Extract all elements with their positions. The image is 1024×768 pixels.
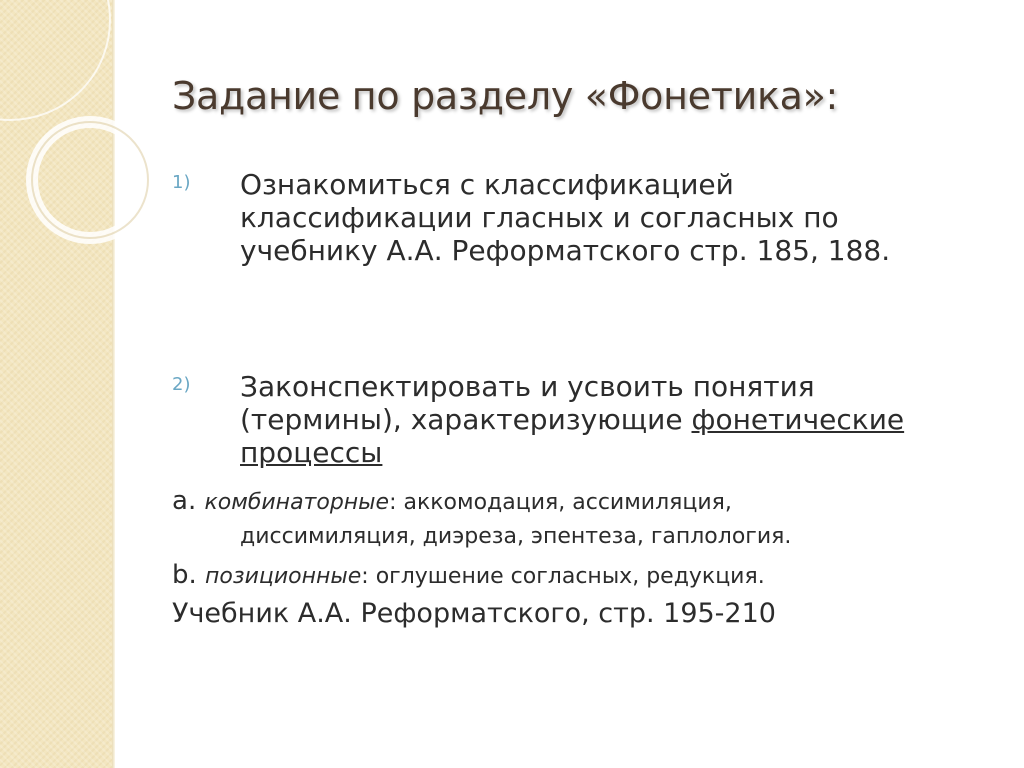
list-number: 1) — [172, 172, 191, 193]
sub-item-term: позиционные — [205, 564, 362, 589]
sub-item-b: b. позиционные: оглушение согласных, редукция. — [172, 560, 765, 590]
sub-item-letter: b — [172, 560, 189, 590]
side-band-edge — [112, 0, 115, 768]
list-item-text: Ознакомиться с классификацией классификации гласных и согласных по учебнику А.А. Реформатского стр. 185, 188. — [240, 168, 891, 267]
sub-item-text-continued: диссимиляция, диэреза, эпентеза, гаплология. — [240, 524, 792, 549]
decorative-side-band — [0, 0, 112, 768]
list-item-text — [240, 370, 960, 469]
sub-item-a: a. комбинаторные: аккомодация, ассимиляция, диссимиляция, диэреза, эпентеза, гаплология. — [172, 484, 892, 554]
item-text-plain: Законспектировать и усвоить понятия (термины), характеризующие — [240, 370, 815, 436]
sub-item-text: : оглушение согласных, редукция. — [361, 564, 765, 589]
slide-title: Задание по разделу «Фонетика»: — [172, 74, 839, 118]
sub-item-letter: a — [172, 486, 188, 516]
sub-item-term: комбинаторные — [204, 490, 390, 515]
sub-item-text: : аккомодация, ассимиляция, — [389, 490, 732, 515]
list-number: 2) — [172, 374, 191, 395]
textbook-reference: Учебник А.А. Реформатского, стр. 195-210 — [172, 598, 776, 629]
underlined-term: фонетические процессы — [240, 403, 905, 469]
